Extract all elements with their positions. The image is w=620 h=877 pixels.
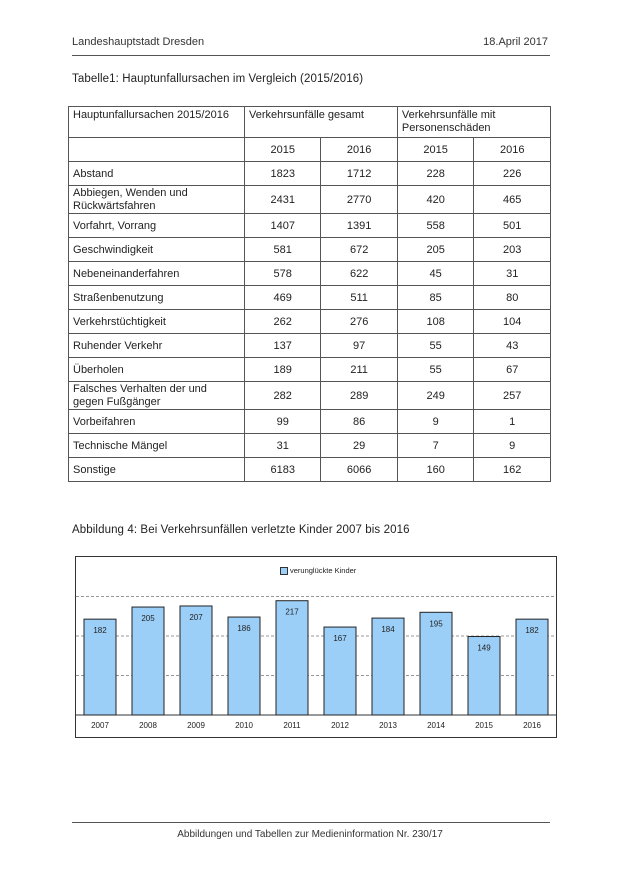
cell-value: 7 <box>397 434 474 458</box>
data-label-2008: 205 <box>141 614 155 624</box>
cell-value: 228 <box>397 162 474 186</box>
cell-value: 97 <box>321 334 397 358</box>
table-row <box>69 358 551 382</box>
table-row <box>69 458 551 482</box>
cell-value: 1407 <box>245 214 321 238</box>
row-label: Ruhender Verkehr <box>69 334 245 358</box>
row-label: Geschwindigkeit <box>69 238 245 262</box>
cell-value: 1391 <box>321 214 397 238</box>
cell-value: 189 <box>245 358 321 382</box>
row-label: Falsches Verhalten der und gegen Fußgänger <box>69 382 245 410</box>
table-title: Tabelle1: Hauptunfallursachen im Vergleich (2015/2016) <box>72 73 364 85</box>
cell-value: 67 <box>474 358 551 382</box>
cell-value: 672 <box>321 238 397 262</box>
cell-value: 104 <box>474 310 551 334</box>
x-tick-label-2010: 2010 <box>235 721 253 730</box>
cell-value: 511 <box>321 286 397 310</box>
cell-value: 43 <box>474 334 551 358</box>
x-tick-label-2007: 2007 <box>91 721 109 730</box>
year-header: 2016 <box>321 138 397 162</box>
col-header-causes: Hauptunfallursachen 2015/2016 <box>69 107 245 138</box>
data-label-2011: 217 <box>285 607 299 617</box>
cell-value: 578 <box>245 262 321 286</box>
footer-text: Abbildungen und Tabellen zur Medieninformation Nr. 230/17 <box>177 829 443 840</box>
cell-value: 226 <box>474 162 551 186</box>
row-label: Abbiegen, Wenden und Rückwärtsfahren <box>69 186 245 214</box>
cell-value: 558 <box>397 214 474 238</box>
data-label-2014: 195 <box>429 619 443 629</box>
data-label-2012: 167 <box>333 634 347 644</box>
cell-value: 203 <box>474 238 551 262</box>
group-header-total: Verkehrsunfälle gesamt <box>245 107 398 138</box>
bar-2011 <box>276 601 308 715</box>
data-label-2016: 182 <box>525 626 539 636</box>
cell-value: 31 <box>245 434 321 458</box>
footer-divider <box>72 822 550 823</box>
header-divider <box>72 55 550 56</box>
cell-value: 80 <box>474 286 551 310</box>
row-label: Vorfahrt, Vorrang <box>69 214 245 238</box>
data-label-2010: 186 <box>237 624 251 634</box>
cell-value: 211 <box>321 358 397 382</box>
cell-value: 86 <box>321 410 397 434</box>
empty-cell <box>69 138 245 162</box>
cell-value: 6066 <box>321 458 397 482</box>
x-tick-label-2012: 2012 <box>331 721 349 730</box>
legend-label: verunglückte Kinder <box>290 566 357 575</box>
table-row <box>69 310 551 334</box>
bar-chart <box>76 557 556 737</box>
x-tick-label-2016: 2016 <box>523 721 541 730</box>
table-row <box>69 382 551 410</box>
causes-table <box>68 106 551 482</box>
cell-value: 262 <box>245 310 321 334</box>
cell-value: 276 <box>321 310 397 334</box>
row-label: Verkehrstüchtigkeit <box>69 310 245 334</box>
x-tick-label-2013: 2013 <box>379 721 397 730</box>
x-tick-label-2008: 2008 <box>139 721 157 730</box>
cell-value: 469 <box>245 286 321 310</box>
cell-value: 2770 <box>321 186 397 214</box>
x-tick-label-2009: 2009 <box>187 721 205 730</box>
year-header: 2016 <box>474 138 551 162</box>
cell-value: 162 <box>474 458 551 482</box>
row-label: Abstand <box>69 162 245 186</box>
cell-value: 205 <box>397 238 474 262</box>
data-label-2013: 184 <box>381 625 395 635</box>
cell-value: 137 <box>245 334 321 358</box>
row-label: Sonstige <box>69 458 245 482</box>
cell-value: 55 <box>397 334 474 358</box>
table-row <box>69 214 551 238</box>
table-header-row <box>69 107 551 138</box>
cell-value: 249 <box>397 382 474 410</box>
table-row <box>69 162 551 186</box>
table-row <box>69 334 551 358</box>
table-row <box>69 286 551 310</box>
cell-value: 1823 <box>245 162 321 186</box>
chart-legend <box>280 566 356 575</box>
header-left: Landeshauptstadt Dresden <box>72 36 205 48</box>
cell-value: 55 <box>397 358 474 382</box>
bar-2009 <box>180 606 212 715</box>
chart-frame <box>75 556 557 738</box>
year-header: 2015 <box>245 138 321 162</box>
table-row <box>69 262 551 286</box>
cell-value: 31 <box>474 262 551 286</box>
row-label: Technische Mängel <box>69 434 245 458</box>
figure-title: Abbildung 4: Bei Verkehrsunfällen verletzte Kinder 2007 bis 2016 <box>72 524 410 536</box>
cell-value: 465 <box>474 186 551 214</box>
cell-value: 501 <box>474 214 551 238</box>
row-label: Straßenbenutzung <box>69 286 245 310</box>
x-tick-label-2014: 2014 <box>427 721 445 730</box>
year-header: 2015 <box>397 138 474 162</box>
cell-value: 420 <box>397 186 474 214</box>
cell-value: 85 <box>397 286 474 310</box>
row-label: Überholen <box>69 358 245 382</box>
x-tick-label-2015: 2015 <box>475 721 493 730</box>
cell-value: 289 <box>321 382 397 410</box>
cell-value: 1 <box>474 410 551 434</box>
bar-2008 <box>132 607 164 715</box>
data-label-2009: 207 <box>189 612 203 622</box>
header-right: 18.April 2017 <box>483 36 548 48</box>
cell-value: 9 <box>474 434 551 458</box>
row-label: Nebeneinanderfahren <box>69 262 245 286</box>
cell-value: 257 <box>474 382 551 410</box>
table-row <box>69 238 551 262</box>
cell-value: 622 <box>321 262 397 286</box>
cell-value: 581 <box>245 238 321 262</box>
cell-value: 108 <box>397 310 474 334</box>
data-label-2007: 182 <box>93 626 107 636</box>
cell-value: 29 <box>321 434 397 458</box>
table-row <box>69 410 551 434</box>
table-row <box>69 434 551 458</box>
cell-value: 9 <box>397 410 474 434</box>
table-years-row <box>69 138 551 162</box>
group-header-injury: Verkehrsunfälle mit Personenschäden <box>397 107 550 138</box>
table-row <box>69 186 551 214</box>
cell-value: 282 <box>245 382 321 410</box>
row-label: Vorbeifahren <box>69 410 245 434</box>
x-tick-label-2011: 2011 <box>283 721 301 730</box>
cell-value: 99 <box>245 410 321 434</box>
cell-value: 160 <box>397 458 474 482</box>
cell-value: 1712 <box>321 162 397 186</box>
data-label-2015: 149 <box>477 643 491 653</box>
legend-swatch <box>280 567 288 575</box>
cell-value: 6183 <box>245 458 321 482</box>
cell-value: 2431 <box>245 186 321 214</box>
cell-value: 45 <box>397 262 474 286</box>
